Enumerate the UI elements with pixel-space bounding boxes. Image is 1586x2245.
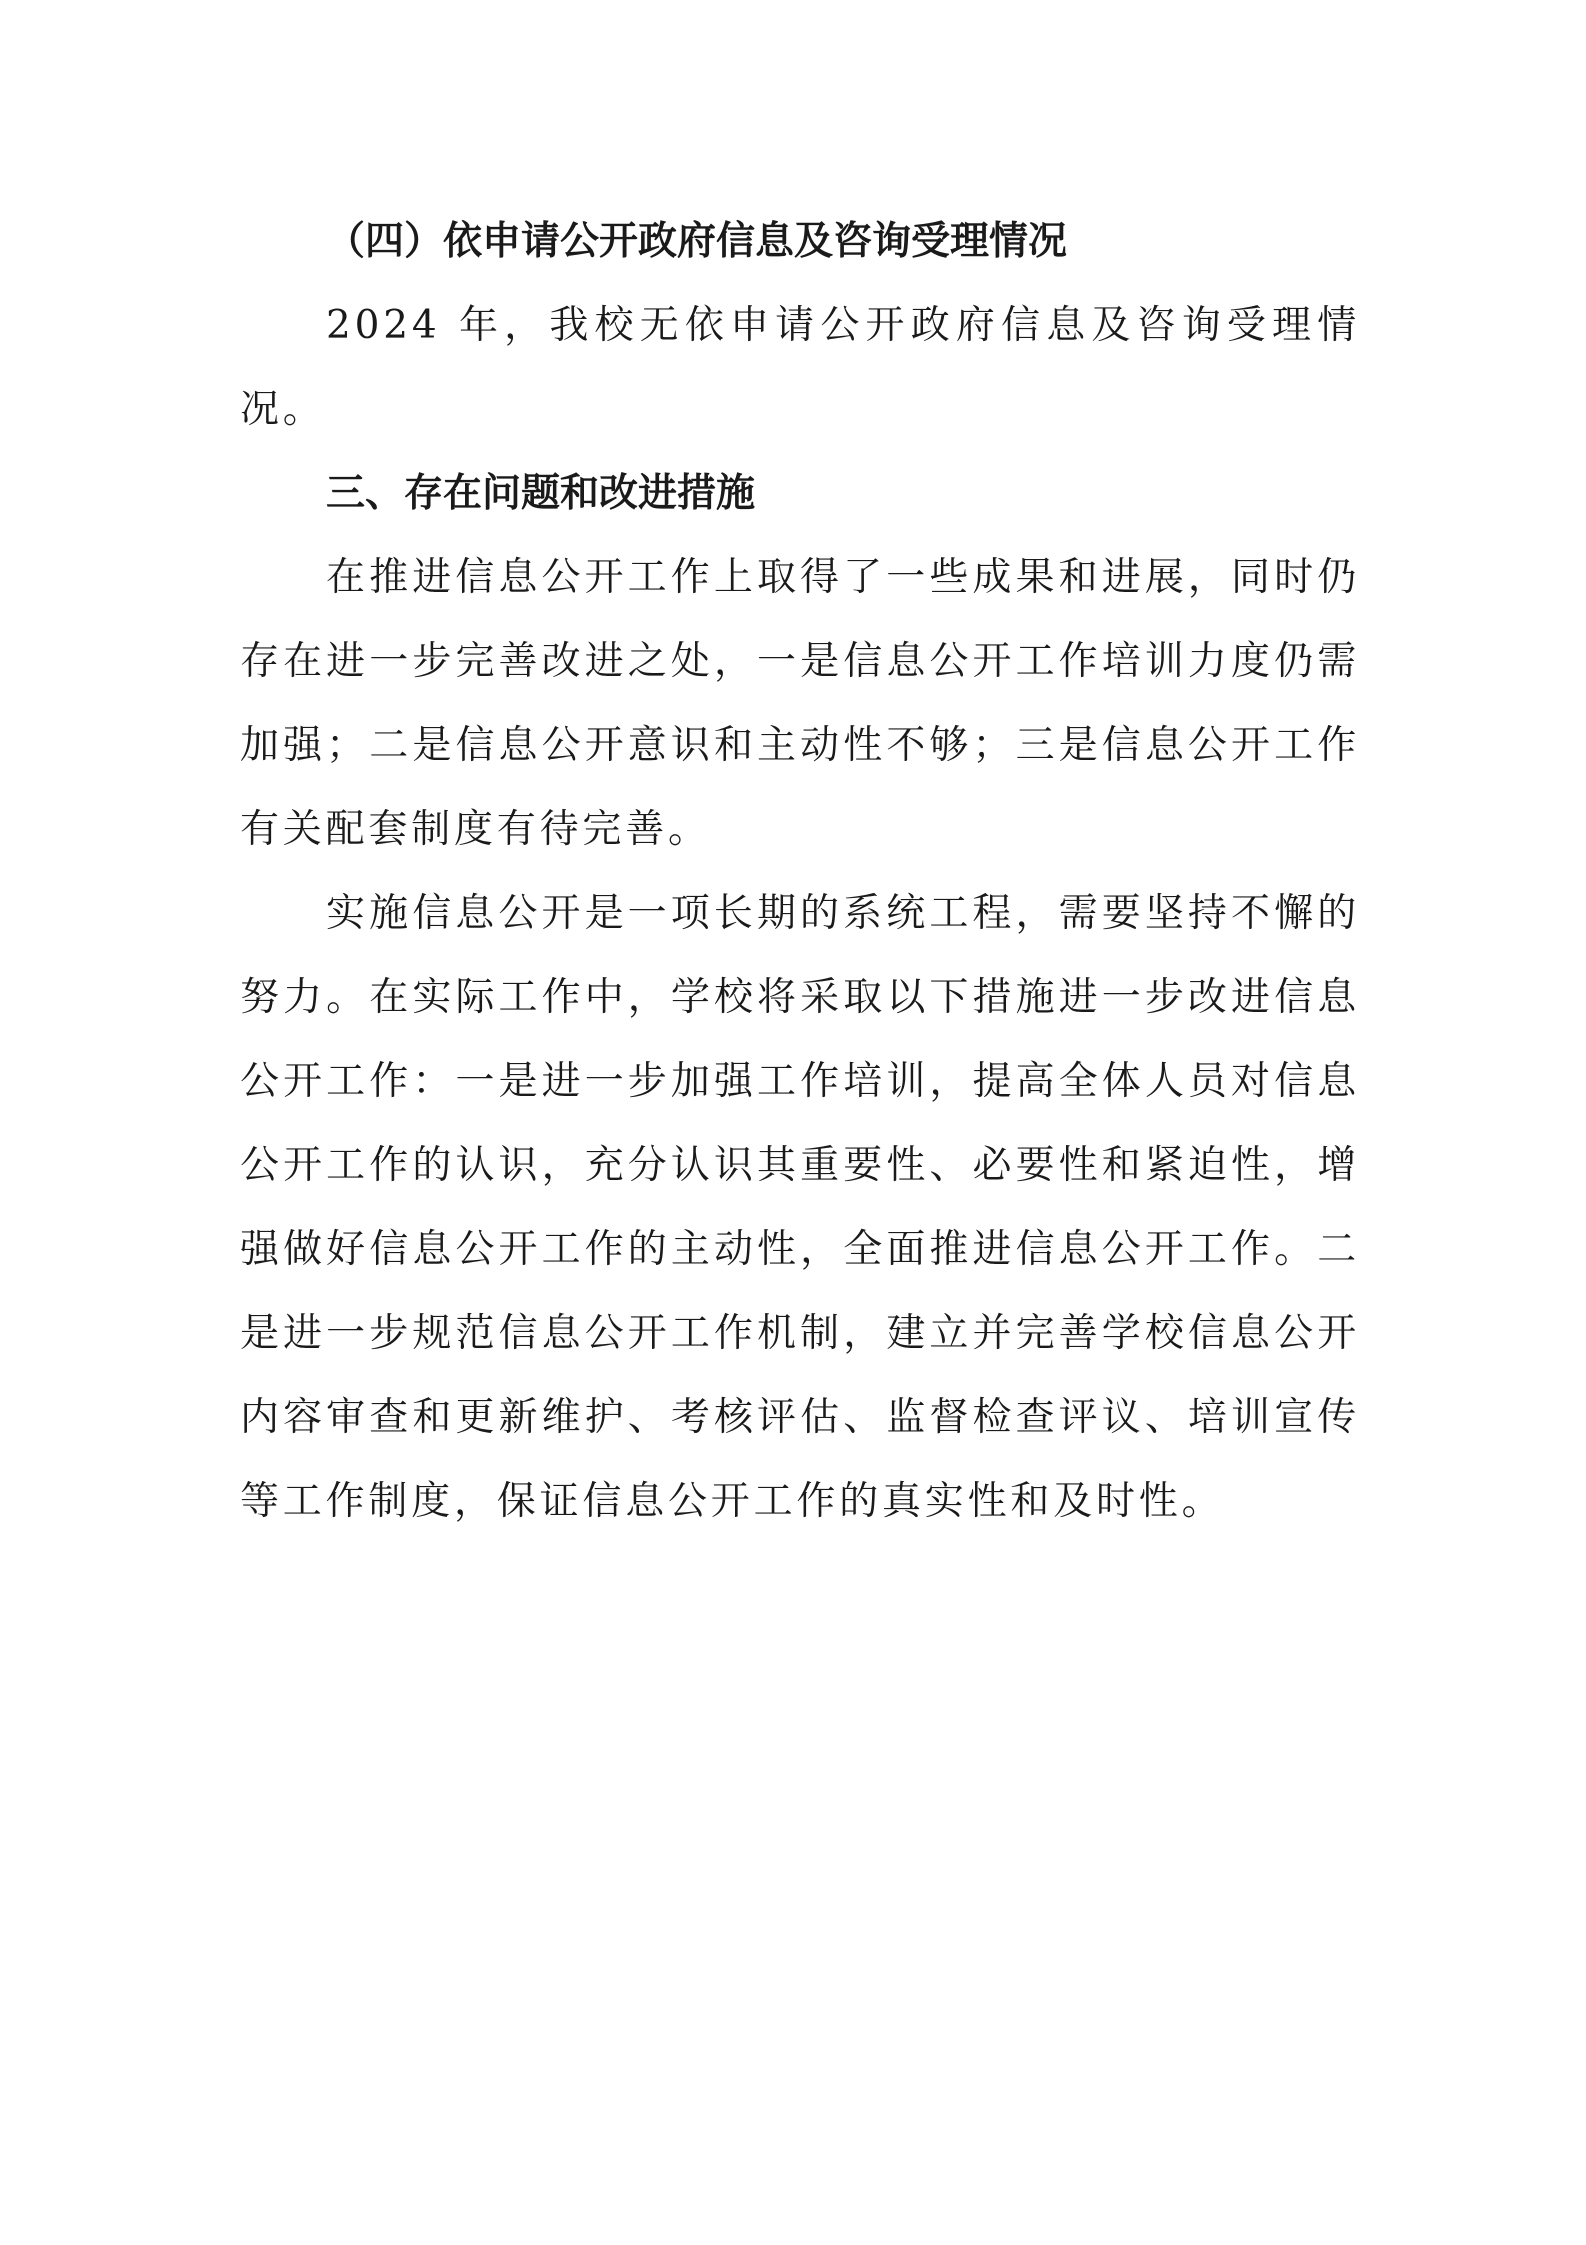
section-four-body: 2024 年，我校无依申请公开政府信息及咨询受理情况。 <box>240 303 1360 432</box>
section-three-heading: 三、存在问题和改进措施 <box>326 471 756 516</box>
section-four-heading: （四）依申请公开政府信息及咨询受理情况 <box>326 219 1068 264</box>
problems-paragraph: 在推进信息公开工作上取得了一些成果和进展，同时仍存在进一步完善改进之处，一是信息公开工作培训力度仍需加强；二是信息公开意识和主动性不够；三是信息公开工作有关配套制度有待完善。 <box>240 555 1360 852</box>
document-content <box>240 200 1360 1544</box>
measures-paragraph: 实施信息公开是一项长期的系统工程，需要坚持不懈的努力。在实际工作中，学校将采取以下措施进一步改进信息公开工作：一是进一步加强工作培训，提高全体人员对信息公开工作的认识，充分认识其重要性、必要性和紧迫性，增强做好信息公开工作的主动性，全面推进信息公开工作。二是进一步规范信息公开工作机制，建立并完善学校信息公开内容审查和更新维护、考核评估、监督检查评议、培训宣传等工作制度，保证信息公开工作的真实性和及时性。 <box>240 891 1360 1524</box>
